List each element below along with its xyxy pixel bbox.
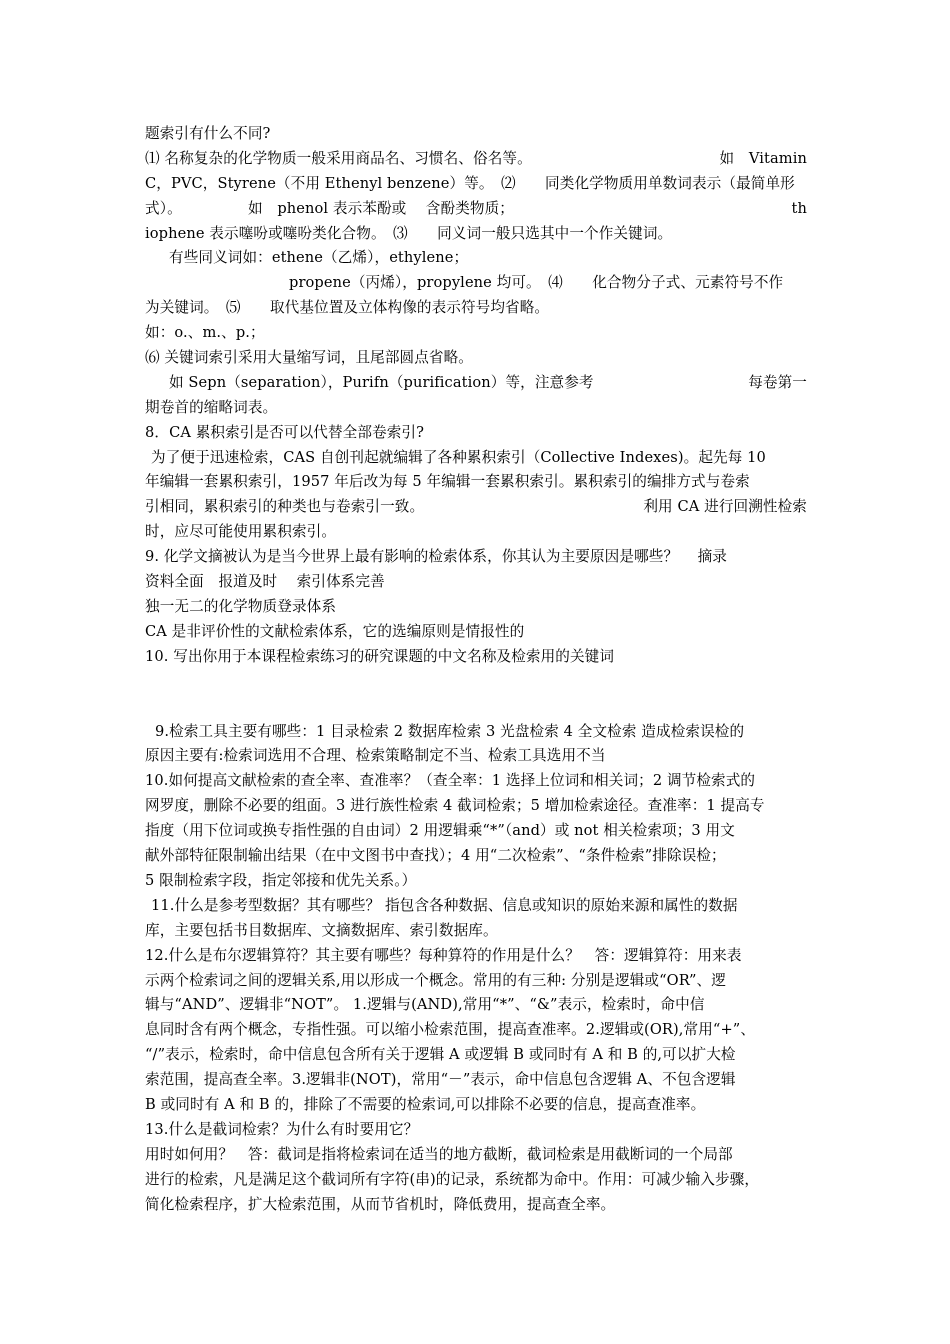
text-segment: 为关键词。 ⑸ 取代基位置及立体构像的表示符号均省略。: [145, 299, 550, 317]
text-line: [145, 969, 807, 994]
text-segment: ⑴ 名称复杂的化学物质一般采用商品名、习惯名、俗名等。: [145, 149, 532, 167]
text-segment: “/”表示，检索时，命中信息包含所有关于逻辑 A 或逻辑 B 或同时有 A 和 B 的,可以扩大检: [145, 1046, 736, 1064]
text-segment: 进行的检索，凡是满足这个截词所有字符(串)的记录，系统都为命中。作用：可减少输入步骤，: [145, 1170, 760, 1188]
text-line: [145, 1118, 807, 1143]
text-line: [145, 620, 807, 645]
text-segment: 如：o.、m.、p.；: [145, 324, 265, 342]
text-line: [145, 1143, 807, 1168]
text-segment: 为了便于迅速检索，CAS 自创刊起就编辑了各种累积索引（Collective Indexes)。起先每 10: [151, 448, 766, 466]
text-line: [145, 944, 807, 969]
text-line: [145, 495, 807, 520]
text-line: [145, 421, 807, 446]
text-line: [145, 645, 807, 670]
text-line: [145, 894, 807, 919]
text-segment: 10. 写出你用于本课程检索练习的研究课题的中文名称及检索用的关键词: [145, 647, 615, 665]
text-line: [145, 744, 807, 769]
text-segment: 5 限制检索字段，指定邻接和优先关系。）: [145, 871, 417, 889]
text-segment: 资料全面 报道及时 索引体系完善: [145, 573, 385, 591]
text-line: [145, 222, 807, 247]
text-line: [145, 346, 807, 371]
text-segment: 索范围，提高查全率。3.逻辑非(NOT)，常用“－”表示，命中信息包含逻辑 A、不包含逻辑: [145, 1071, 736, 1089]
text-line: [145, 396, 807, 421]
text-segment: 献外部特征限制输出结果（在中文图书中查找）；4 用“二次检索”、“条件检索”排除误检；: [145, 847, 726, 865]
text-segment: 示两个检索词之间的逻辑关系,用以形成一个概念。常用的有三种: 分别是逻辑或“OR”、逻: [145, 971, 726, 989]
text-line: [145, 1168, 807, 1193]
section-gap: [145, 670, 807, 720]
text-line: [145, 321, 807, 346]
text-segment: 13.什么是截词检索？为什么有时要用它？: [145, 1120, 419, 1138]
text-segment: 原因主要有:检索词选用不合理、检索策略制定不当、检索工具选用不当: [145, 747, 606, 765]
text-line: [145, 545, 807, 570]
text-line: [145, 246, 807, 271]
document-page: [145, 122, 807, 1217]
text-line: [145, 446, 807, 471]
text-segment: 如 Sepn（separation），Purifn（purification）等，注意参考: [169, 373, 594, 391]
text-segment: 期卷首的缩略词表。: [145, 398, 278, 416]
text-segment: 11.什么是参考型数据？其有哪些？ 指包含各种数据、信息或知识的原始来源和属性的数据: [151, 896, 738, 914]
text-line: [145, 296, 807, 321]
text-line: [145, 844, 807, 869]
text-line: [145, 794, 807, 819]
text-line: [145, 1043, 807, 1068]
text-segment: 10.如何提高文献检索的查全率、查准率？（查全率：1 选择上位词和相关词；2 调节检索式的: [145, 772, 756, 790]
text-segment: 8．CA 累积索引是否可以代替全部卷索引?: [145, 423, 425, 441]
text-segment: CA 是非评价性的文献检索体系，它的选编原则是情报性的: [145, 622, 525, 640]
text-segment: 用时如何用？ 答：截词是指将检索词在适当的地方截断，截词检索是用截断词的一个局部: [145, 1145, 733, 1163]
text-line: [145, 1018, 807, 1043]
text-segment: 利用 CA 进行回溯性检索: [643, 498, 807, 516]
text-segment: 息同时含有两个概念，专指性强。可以缩小检索范围，提高查准率。2.逻辑或(OR),常用“+”、: [145, 1021, 756, 1039]
text-segment: 指度（用下位词或换专指性强的自由词）2 用逻辑乘“*”（and）或 not 相关检索项；3 用文: [145, 822, 735, 840]
text-segment: iophene 表示噻吩或噻吩类化合物。 ⑶ 同义词一般只选其中一个作关键词。: [145, 224, 673, 242]
text-line: [145, 147, 807, 172]
text-line: [145, 595, 807, 620]
text-segment: 网罗度，删除不必要的组面。3 进行族性检索 4 截词检索；5 增加检索途径。查准率：1 提高专: [145, 797, 765, 815]
text-line: [145, 520, 807, 545]
text-line: [145, 122, 807, 147]
text-segment: 年编辑一套累积索引，1957 年后改为每 5 年编辑一套累积索引。累积索引的编排方式与卷索: [145, 473, 750, 491]
text-line: [145, 993, 807, 1018]
text-line: [145, 371, 807, 396]
text-line: [145, 172, 807, 197]
text-segment: 每卷第一: [748, 373, 807, 391]
text-segment: ⑹ 关键词索引采用大量缩写词，且尾部圆点省略。: [145, 349, 474, 367]
text-segment: th: [791, 199, 807, 217]
text-segment: 12.什么是布尔逻辑算符？其主要有哪些？每种算符的作用是什么？ 答：逻辑算符：用来表: [145, 946, 742, 964]
text-line: [145, 1093, 807, 1118]
text-segment: 9.检索工具主要有哪些：1 目录检索 2 数据库检索 3 光盘检索 4 全文检索 造成检索误检的: [155, 722, 745, 740]
text-segment: C，PVC，Styrene（不用 Ethenyl benzene）等。 ⑵ 同类化学物质用单数词表示（最简单形: [145, 174, 795, 192]
text-line: [145, 819, 807, 844]
text-line: [145, 570, 807, 595]
text-segment: 时，应尽可能使用累积索引。: [145, 523, 337, 541]
text-segment: 题索引有什么不同?: [145, 125, 271, 142]
text-segment: 独一无二的化学物质登录体系: [145, 597, 337, 615]
text-segment: 辑与“AND”、逻辑非“NOT”。 1.逻辑与(AND),常用“*”、“&”表示，检索时，命中信: [145, 996, 705, 1014]
text-line: [145, 720, 807, 745]
text-segment: 式）。 如 phenol 表示苯酚或 含酚类物质；: [145, 199, 514, 217]
text-line: [145, 470, 807, 495]
text-line: [145, 271, 807, 296]
text-segment: 有些同义词如：ethene（乙烯），ethylene；: [169, 249, 469, 267]
text-line: [145, 1193, 807, 1218]
text-segment: 引相同，累积索引的种类也与卷索引一致。: [145, 498, 425, 516]
text-line: [145, 869, 807, 894]
text-segment: 简化检索程序，扩大检索范围，从而节省机时，降低费用，提高查全率。: [145, 1195, 616, 1213]
text-line: [145, 919, 807, 944]
text-segment: propene（丙烯），propylene 均可。 ⑷ 化合物分子式、元素符号不作: [289, 274, 784, 292]
text-line: [145, 197, 807, 222]
text-segment: 如 Vitamin: [719, 149, 807, 167]
text-line: [145, 769, 807, 794]
text-segment: 9. 化学文摘被认为是当今世界上最有影响的检索体系，你其认为主要原因是哪些？ 摘录: [145, 548, 727, 566]
text-line: [145, 1068, 807, 1093]
text-segment: 库，主要包括书目数据库、文摘数据库、索引数据库。: [145, 921, 498, 939]
text-segment: B 或同时有 A 和 B 的，排除了不需要的检索词,可以排除不必要的信息，提高查准率。: [145, 1095, 706, 1113]
